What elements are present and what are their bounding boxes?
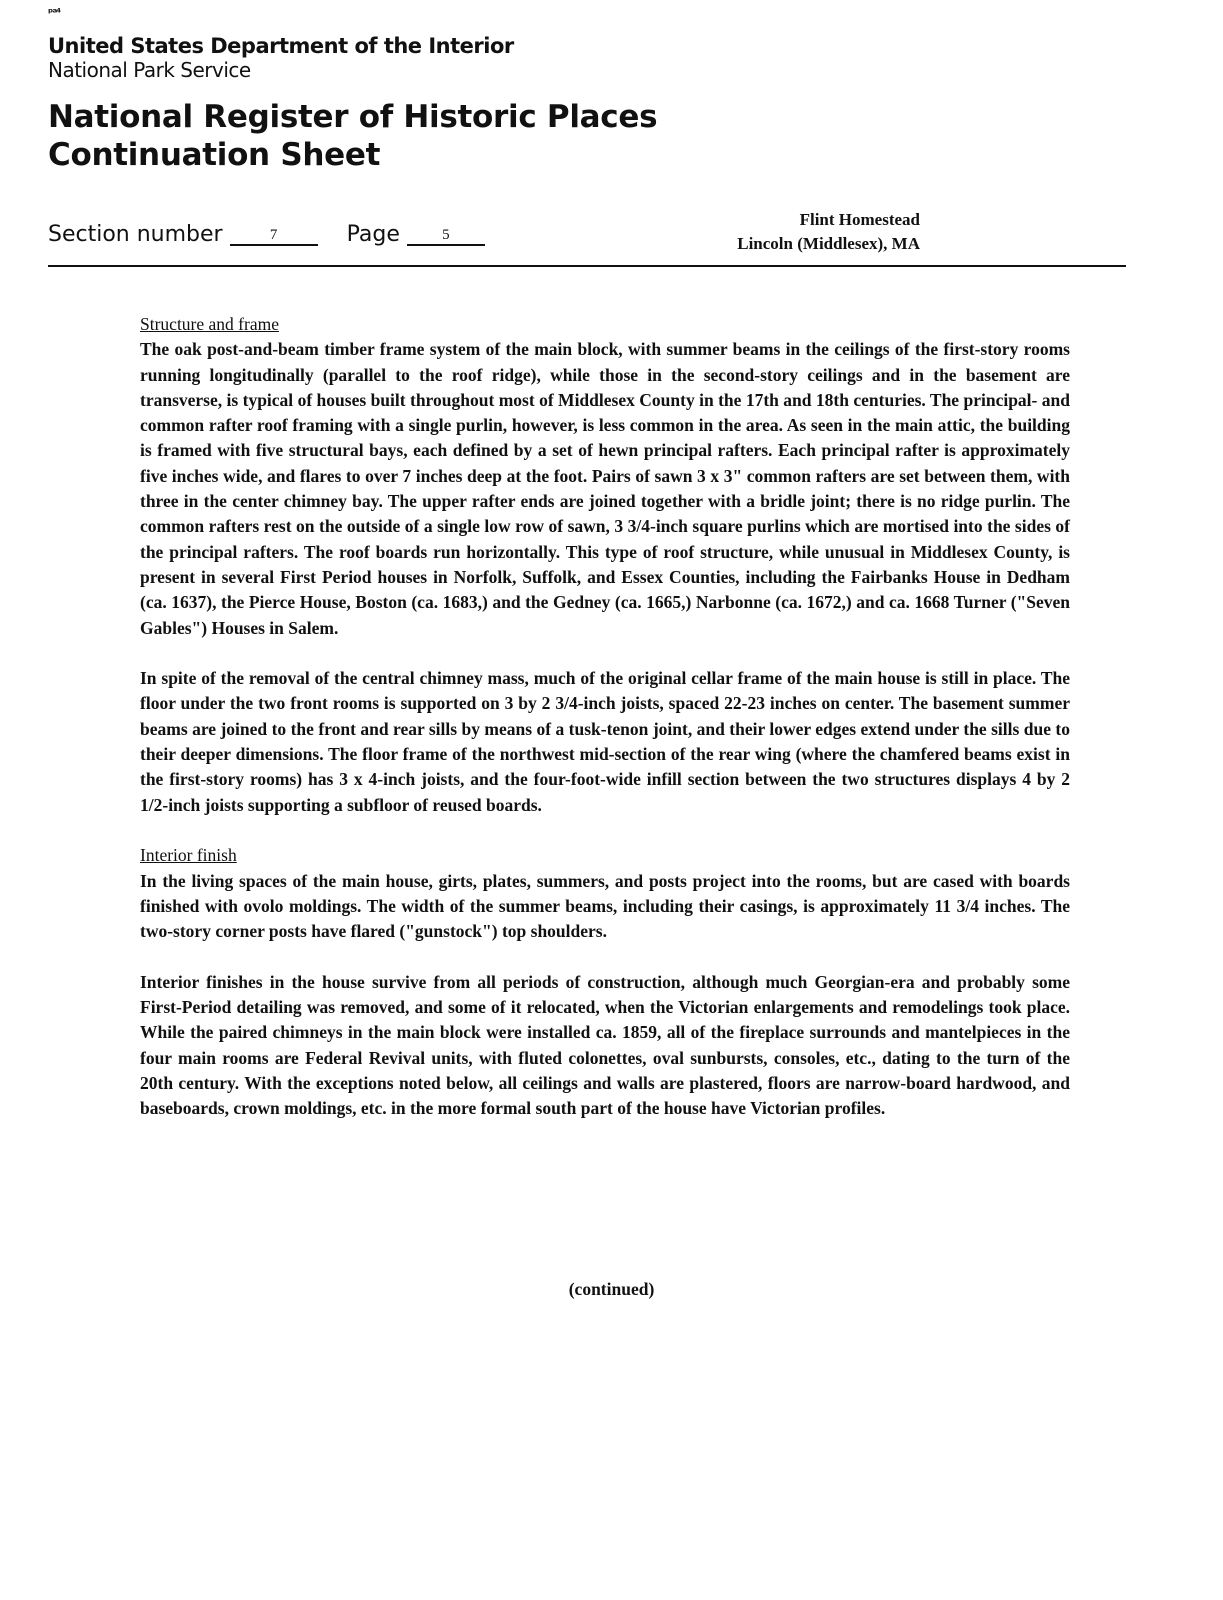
property-info <box>700 208 920 256</box>
paragraph-structure: The oak post-and-beam timber frame system of the main block, with summer beams in the ceilings of the first-story rooms running longitudinally (parallel to the roof ridge), while those in the second-story ceilings and in the basement are transverse, is typical of houses built throughout most of Middlesex County in the 17th and 18th centuries. The principal- and common rafter roof framing with a single purlin, however, is less common in the area. As seen in the main attic, the building is framed with five structural bays, each defined by a set of hewn principal rafters. Each principal rafter is approximately five inches wide, and flares to over 7 inches deep at the foot. Pairs of sawn 3 x 3" common rafters are set between them, with three in the center chimney bay. The upper rafter ends are joined together with a bridle joint; there is no ridge purlin. The common rafters rest on the outside of a single low row of sawn, 3 3/4-inch square purlins which are mortised into the sides of the principal rafters. The roof boards run horizontally. This type of roof structure, while unusual in Middlesex County, is present in several First Period houses in Norfolk, Suffolk, and Essex Counties, including the Fairbanks House in Dedham (ca. 1637), the Pierce House, Boston (ca. 1683,) and the Gedney (ca. 1665,) Narbonne (ca. 1672,) and ca. 1668 Turner ("Seven Gables") Houses in Salem. <box>140 339 1070 638</box>
document-title <box>48 98 657 174</box>
continuation-sheet-title: Continuation Sheet <box>48 137 381 173</box>
register-title-line: National Register of Historic Places <box>48 99 658 135</box>
corner-mark: ᵖᵃ⁴ <box>48 6 61 19</box>
paragraph-cellar-frame: In spite of the removal of the central chimney mass, much of the original cellar frame of the main house is still in place. The floor under the two front rooms is supported on 3 by 2 3/4-inch joists, spaced 22-23 inches on center. The basement summer beams are joined to the front and rear sills by means of a tusk-tenon joint, and their lower edges extend under the sills due to their deeper dimensions. The floor frame of the northwest mid-section of the rear wing (where the chamfered beams exist in the first-story rooms) has 3 x 4-inch joists, and the four-foot-wide infill section between the two structures displays 4 by 2 1/2-inch joists supporting a subfloor of reused boards. <box>140 668 1070 815</box>
agency-service: National Park Service <box>48 58 251 82</box>
section-page-line <box>48 222 485 247</box>
agency-department: United States Department of the Interior <box>48 34 514 58</box>
heading-interior-finish: Interior finish <box>140 845 237 866</box>
body-content <box>140 312 1070 1147</box>
page-number-value: 5 <box>407 226 485 246</box>
paragraph-living-spaces: In the living spaces of the main house, girts, plates, summers, and posts project into the rooms, but are cased with boards finished with ovolo moldings. The width of the summer beams, including their casings, is approximately 11 3/4 inches. The two-story corner posts have flared ("gunstock") top shoulders. <box>140 870 1070 942</box>
paragraph-interior-finishes: Interior finishes in the house survive from all periods of construction, although much Georgian-era and probably some First-Period detailing was removed, and some of it relocated, when the Victorian enlargements and remodelings took place. While the paired chimneys in the main block were installed ca. 1859, all of the fireplace surrounds and mantelpieces in the four main rooms are Federal Revival units, with fluted colonettes, oval sunbursts, consoles, etc., dating to the turn of the 20th century. With the exceptions noted below, all ceilings and walls are plastered, floors are narrow-board hardwood, and baseboards, crown moldings, etc. in the more formal south part of the house have Victorian profiles. <box>140 971 1070 1119</box>
agency-block <box>48 34 514 82</box>
heading-structure-and-frame: Structure and frame <box>140 314 279 334</box>
section-number-label: Section number <box>48 222 223 247</box>
property-location: Lincoln (Middlesex), MA <box>737 234 920 253</box>
section-number-value: 7 <box>230 226 318 246</box>
continued-note: (continued) <box>568 1279 655 1299</box>
page-label: Page <box>346 222 400 247</box>
property-name: Flint Homestead <box>799 210 920 229</box>
header-divider <box>48 265 1126 267</box>
